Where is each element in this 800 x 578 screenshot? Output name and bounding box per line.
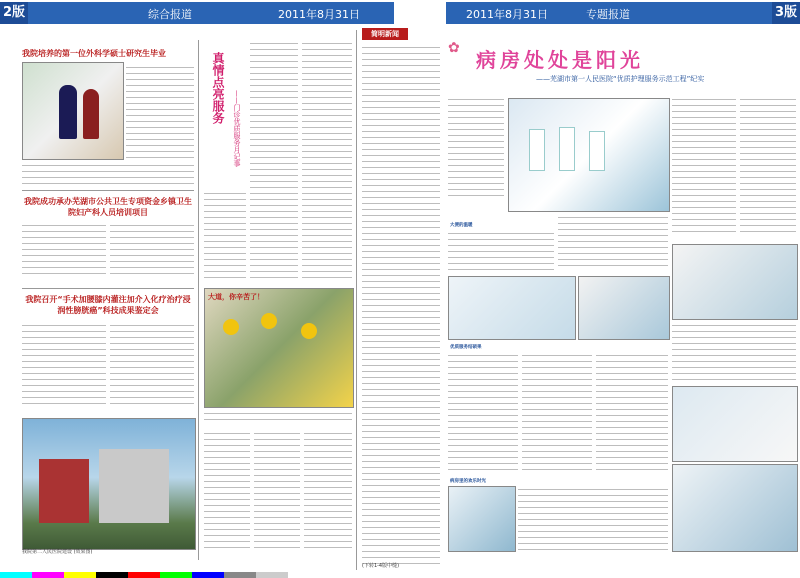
subsection-text-2b	[522, 352, 592, 472]
date-right: 2011年8月31日	[466, 8, 548, 21]
news-column	[358, 24, 444, 576]
subsection-title-2: 优质服务结硕果	[450, 345, 482, 350]
graduate-figure	[59, 85, 77, 139]
hospital-building-image	[22, 418, 196, 550]
building-block	[99, 449, 169, 523]
feature-text-col2	[302, 40, 352, 280]
ward-photo-5	[672, 386, 798, 462]
subsection-text-1	[448, 230, 554, 270]
feature-text-col1	[250, 40, 298, 280]
intro-text	[448, 96, 504, 196]
header-left	[28, 2, 394, 24]
building-block	[39, 459, 89, 523]
article-text-training-col2	[110, 222, 194, 278]
continued-note: (下转1-4版中缝)	[362, 563, 400, 569]
nurse-figure	[589, 131, 605, 171]
building-caption: 我院第二人民医院建设 (效果图)	[22, 549, 93, 555]
section-label-left: 综合报道	[148, 8, 192, 21]
print-color-bar	[0, 572, 320, 578]
article-text-bladder-col1	[22, 322, 106, 408]
photo-caption-text	[204, 410, 352, 422]
article-text-col-a	[204, 430, 250, 550]
ward-photo-6	[672, 464, 798, 552]
subsection-title-1: 大便的温暖	[450, 223, 473, 228]
news-column-text	[362, 44, 440, 564]
nurse-photo	[448, 486, 516, 552]
subsection-text-3	[518, 486, 668, 550]
helmet-shape	[261, 313, 277, 329]
advisor-figure	[83, 89, 99, 139]
right-col-text	[672, 322, 796, 382]
headline-bladder-cancer: 我院召开“手术加腰膝内灌注加介入化疗治疗浸润性膀胱癌”科技成果鉴定会	[25, 295, 191, 315]
subsection-text-2c	[596, 352, 668, 472]
nurse-figure	[529, 129, 545, 171]
article-text-far-right-col	[740, 96, 796, 236]
subsection-title-3: 病房里的欢乐时光	[450, 479, 486, 484]
graduation-photo	[22, 62, 124, 160]
column-divider	[198, 40, 199, 560]
helmet-shape	[301, 323, 317, 339]
ward-photo-4	[672, 244, 798, 320]
news-box-title: 简明新闻	[362, 28, 408, 40]
date-left: 2011年8月31日	[278, 8, 360, 21]
flower-decoration: ✿	[448, 40, 460, 56]
right-page	[446, 0, 800, 578]
article-text-right-col	[672, 96, 736, 236]
headline-training: 我院成功承办芜湖市公共卫生专项资金乡镇卫生院妇产科人员培训项目	[24, 197, 192, 217]
headline-graduate: 我院培养的第一位外科学硕士研究生毕业	[22, 49, 166, 58]
feature-text-col0	[204, 190, 246, 280]
subtitle: ——芜湖市第一人民医院“优质护理服务示范工程”纪实	[536, 75, 705, 83]
main-title: 病房处处是阳光	[476, 48, 644, 72]
ward-photo	[508, 98, 670, 212]
ward-photo-3	[578, 276, 670, 340]
page-number-left: 2版	[0, 2, 28, 24]
nurse-figure	[559, 127, 575, 171]
feature-title: 真情点亮服务	[211, 52, 225, 124]
divider	[22, 288, 194, 289]
subsection-text-2a	[448, 352, 518, 472]
photo-caption: 大道，你辛苦了！	[208, 293, 264, 301]
page-number-right: 3版	[772, 2, 800, 24]
article-text-bladder-col2	[110, 322, 194, 408]
feature-subtitle: ——门诊优质服务月记事	[233, 90, 241, 167]
article-text-col-b	[254, 430, 300, 550]
article-text-graduate-side	[126, 64, 194, 158]
article-text-col-c	[304, 430, 352, 550]
header-right	[446, 2, 772, 24]
article-text-graduate	[22, 162, 194, 184]
section-label-right: 专题报道	[586, 8, 630, 21]
group-photo	[204, 288, 354, 408]
divider	[22, 190, 194, 191]
subsection-text-1b	[558, 214, 668, 270]
ward-photo-2	[448, 276, 576, 340]
column-divider	[356, 30, 357, 570]
article-text-training-col1	[22, 222, 106, 278]
helmet-shape	[223, 319, 239, 335]
